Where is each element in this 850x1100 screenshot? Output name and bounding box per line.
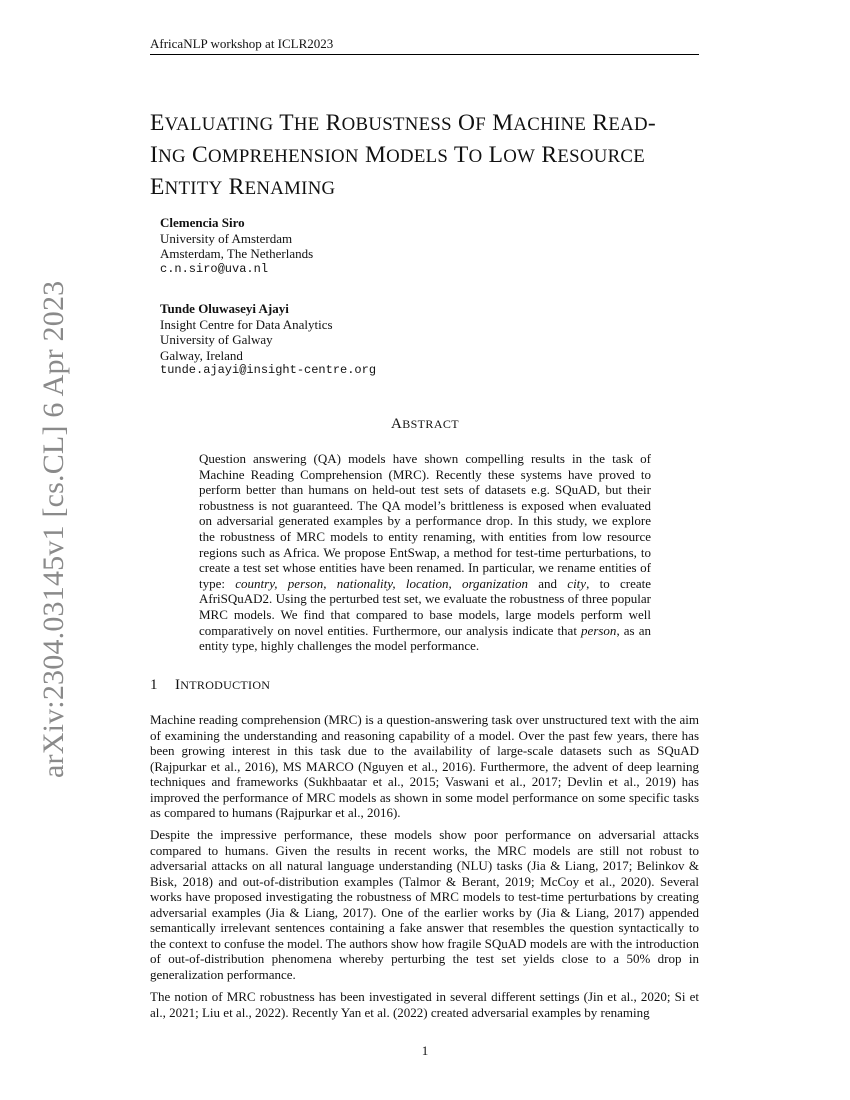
author-name: Tunde Oluwaseyi Ajayi <box>160 301 289 316</box>
author-name: Clemencia Siro <box>160 215 245 230</box>
author-block-2 <box>160 301 376 379</box>
author-block-1 <box>160 215 313 277</box>
author-affiliation: University of Amsterdam <box>160 230 293 246</box>
paragraph-2: Despite the impressive performance, these models show poor performance on adversarial attacks compared to humans. Given the results in recent works, the MRC models are still not robust to adversarial attacks on all natural language understanding (NLU) tasks (Jia & Liang, 2017; Belinkov & Bisk, 2018) and out-of-distribution examples (Talmor & Berant, 2019; McCoy et al., 2020). Several works have proposed investigating the robustness of MRC models to test-time perturbations by creating adversarial examples (Jia & Liang, 2017). One of the earlier works by (Jia & Liang, 2017) appended semantically irrelevant sentences containing a fake answer that resembles the question syntactically to the context to confuse the model. The authors show how fragile SQuAD models are with the introduction of out-of-distribution phenomena whereby perturbing the test set yields close to a 50% drop in generalization performance. <box>150 827 699 982</box>
entity-type-person: person <box>581 622 617 638</box>
abstract-text: , as an entity type, highly challenges the model performance. <box>199 622 651 654</box>
author-email[interactable]: tunde.ajayi@insight-centre.org <box>160 363 377 377</box>
arxiv-stamp: arXiv:2304.03145v1 [cs.CL] 6 Apr 2023 <box>37 280 70 778</box>
author-location: Amsterdam, The Netherlands <box>160 246 314 261</box>
paragraph-1: Machine reading comprehension (MRC) is a question-answering task over unstructured text with the aim of examining the understanding and reasoning capability of a model. Over the past few years, there has been growing interest in this task due to the availability of large-scale datasets such as SQuAD (Rajpurkar et al., 2016), MS MARCO (Nguyen et al., 2016). Furthermore, the advent of deep learning techniques and frameworks (Sukhbaatar et al., 2015; Vaswani et al., 2017; Devlin et al., 2019) has improved the performance of MRC models as shown in some model performance on some specific tasks as compared to humans (Rajpurkar et al., 2016). <box>150 712 699 820</box>
abstract-body <box>199 451 651 654</box>
header-rule <box>150 54 699 55</box>
title-line-3: ENTITY RENAMING <box>150 174 336 200</box>
section-heading <box>150 677 270 694</box>
abstract-text: and <box>527 575 568 591</box>
abstract-text: Question answering (QA) models have shown compelling results in the task of Machine Reading Comprehension (MRC). Recently these systems have proved to perform better than humans on held-out test sets of datasets e.g. SQuAD, but their robustness is not guaranteed. The QA model’s brittleness is exposed when evaluated on adversarial generated examples by a performance drop. In this study, we explore the robustness of MRC models to entity renaming, with entities from low resource regions such as Africa. We propose EntSwap, a method for test-time perturbations, to create a test set whose entities have been renamed. In particular, we rename entities of type: <box>199 451 651 591</box>
running-header: AfricaNLP workshop at ICLR2023 <box>150 36 334 51</box>
entity-types: country, person, nationality, location, organization <box>235 575 528 591</box>
author-location: Galway, Ireland <box>160 347 243 363</box>
section-number: 1 <box>150 677 158 693</box>
abstract-heading: ABSTRACT <box>390 416 460 432</box>
title-line-1: EVALUATING THE ROBUSTNESS OF MACHINE READ- <box>150 110 656 136</box>
author-affiliation: Insight Centre for Data Analytics <box>160 316 333 332</box>
paper-title <box>150 108 710 204</box>
paragraph-3: The notion of MRC robustness has been investigated in several different settings (Jin et al., 2020; Si et al., 2021; Liu et al., 2022). Recently Yan et al. (2022) created adversarial examples by renaming <box>150 989 699 1020</box>
section-title: INTRODUCTION <box>175 677 271 693</box>
entity-type-city: city <box>567 575 587 591</box>
page-number: 1 <box>421 1043 429 1058</box>
abstract-text: , to create AfriSQuAD2. Using the perturbed test set, we evaluate the robustness of three popular MRC models. We find that compared to base models, large models perform well comparatively on novel entities. Furthermore, our analysis indicate that <box>199 575 651 638</box>
author-email[interactable]: c.n.siro@uva.nl <box>160 261 269 276</box>
author-affiliation: University of Galway <box>160 332 273 347</box>
title-line-2: ING COMPREHENSION MODELS TO LOW RESOURCE <box>150 142 646 168</box>
